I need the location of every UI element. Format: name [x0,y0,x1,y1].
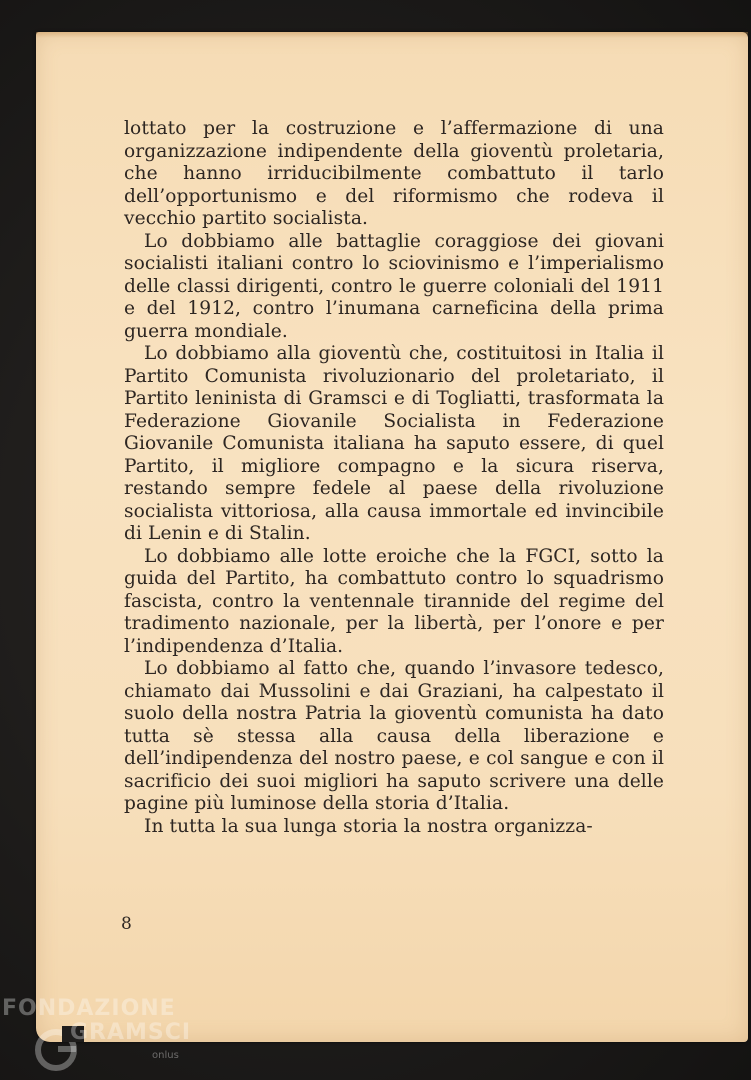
paragraph-6: In tutta la sua lunga storia la nostra organizza- [144,815,593,837]
watermark-onlus: onlus [152,1050,179,1061]
paragraph-4: Lo dobbiamo alle lotte eroiche che la FGCI, sotto la guida del Partito, ha combattuto contro lo squadrismo fascista, contro la ventennale tirannide del regime del tradimento nazionale, per la libertà, per l’onore e per l’indipendenza d’Italia. [124,545,664,657]
paragraph-1: lottato per la costruzione e l’affermazione di una organizzazione indipendente della gioventù proletaria, che hanno irriducibilmente combattuto il tarlo dell’opportunismo e del riformismo che rodeva il vecchio partito socialista. [124,118,664,229]
paragraph-3: Lo dobbiamo alla gioventù che, costituitosi in Italia il Partito Comunista rivoluzionario del proletariato, il Partito leninista di Gramsci e di Togliatti, trasformata la Federazione Giovanile Socialista in Federazione Giovanile Comunista italiana ha saputo essere, di quel Partito, il migliore compagno e la sicura riserva, restando sempre fedele al paese della rivoluzione socialista vittoriosa, alla causa immortale ed invincibile di Lenin e di Stalin. [124,343,664,544]
watermark-title: FONDAZIONE [2,996,176,1021]
paragraph-2: Lo dobbiamo alle battaglie coraggiose dei giovani socialisti italiani contro lo sciovinismo e l’imperialismo delle classi dirigenti, contro le guerre coloniali del 1911 e del 1912, contro l’inumana carneficina della prima guerra mondiale. [124,230,664,342]
watermark [2,996,202,1076]
page-top-edge [36,32,748,38]
watermark-subtitle: GRAMSCI [70,1020,192,1045]
page-number: 8 [121,914,132,934]
paragraph-5: Lo dobbiamo al fatto che, quando l’invasore tedesco, chiamato dai Mussolini e dai Graziani, ha calpestato il suolo della nostra Patria la gioventù comunista ha dato tutta sè stessa alla causa della liberazione e dell’indipendenza del nostro paese, e col sangue e con il sacrificio dei suoi migliori ha saputo scrivere una delle pagine più luminose della storia d’Italia. [124,658,664,814]
body-text [124,118,664,838]
